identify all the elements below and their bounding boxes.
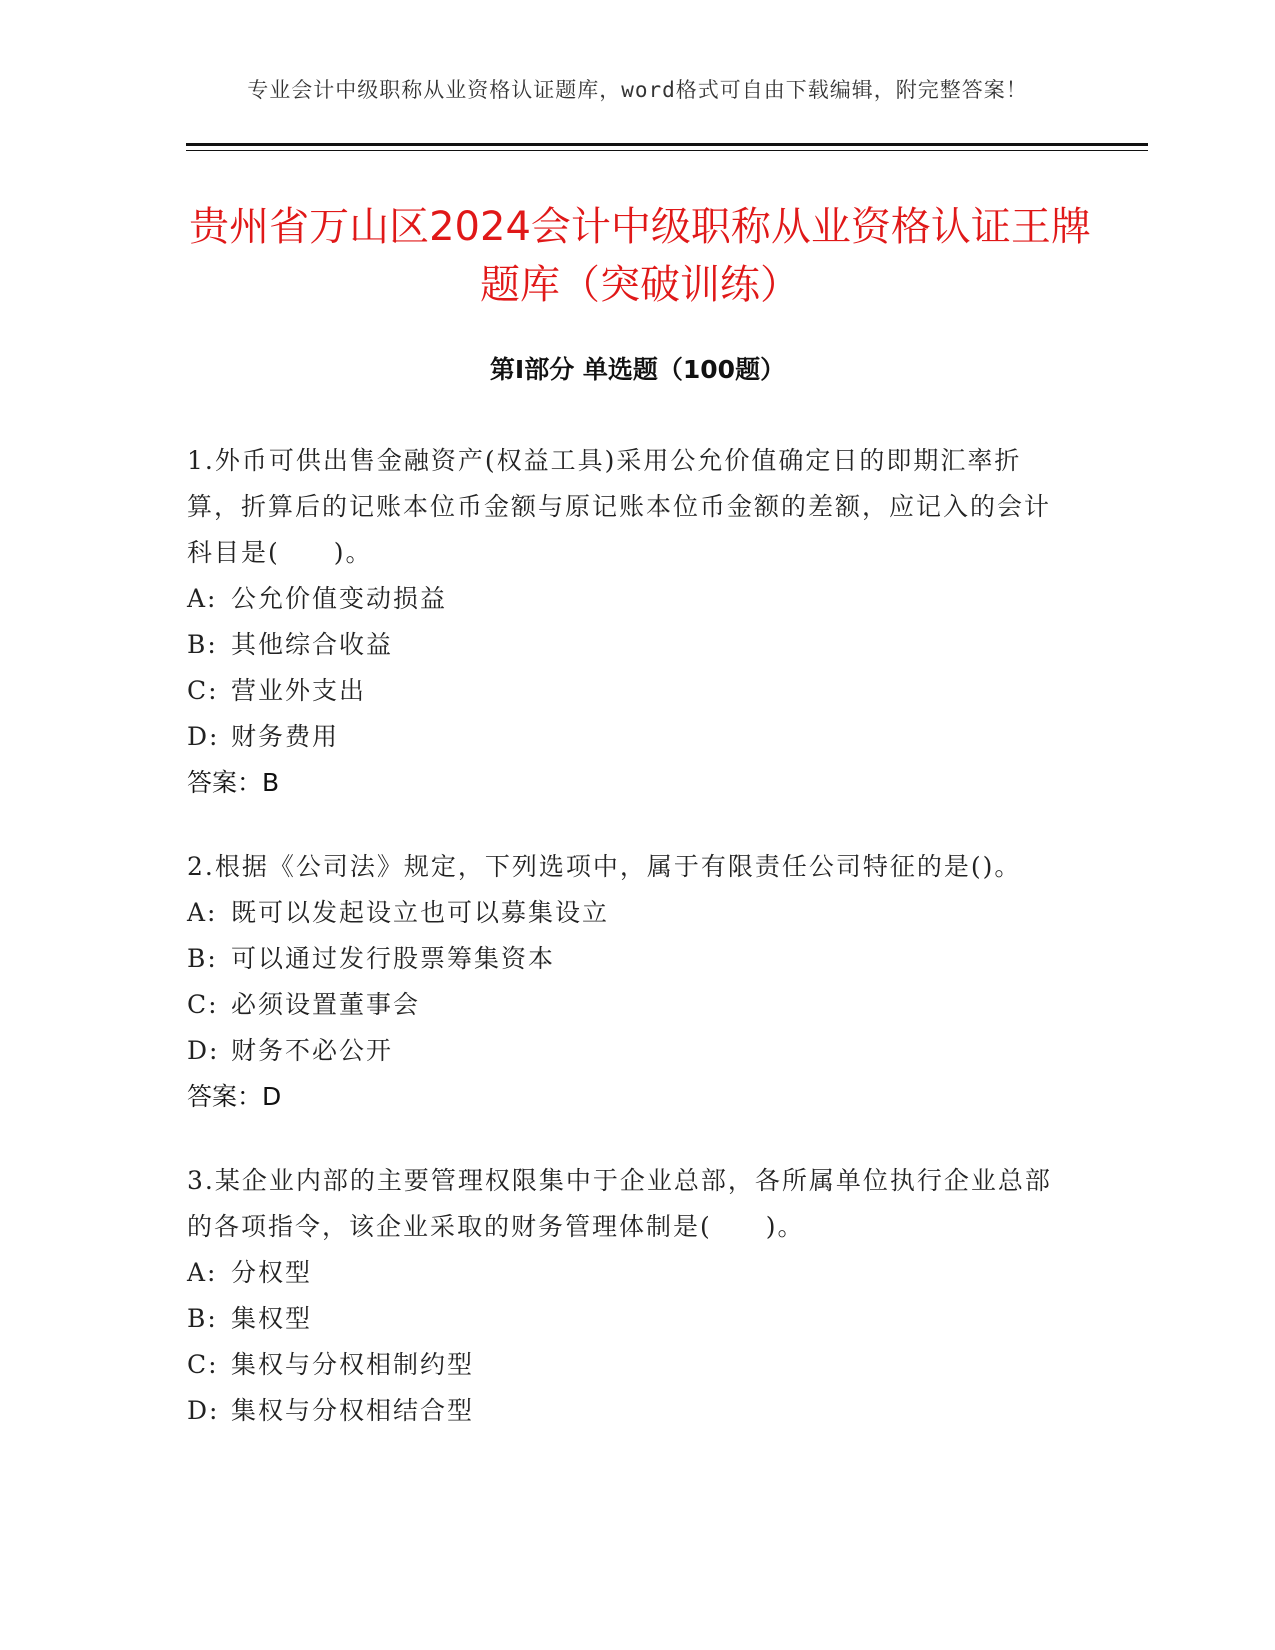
option-key: D: bbox=[187, 722, 220, 751]
option-text: 必须设置董事会 bbox=[231, 990, 421, 1019]
header-divider-thin bbox=[186, 150, 1148, 151]
option-text: 集权型 bbox=[231, 1304, 313, 1333]
option-key: C: bbox=[187, 676, 219, 705]
question-list bbox=[187, 438, 1059, 1472]
option-key: A: bbox=[187, 1258, 218, 1287]
answer-label: 答案：B bbox=[187, 768, 280, 797]
answer-label: 答案：D bbox=[187, 1082, 282, 1111]
question-stem: 1.外币可供出售金融资产(权益工具)采用公允价值确定日的即期汇率折算，折算后的记账本位币金额与原记账本位币金额的差额，应记入的会计科目是( )。 bbox=[187, 446, 1052, 567]
question-stem: 3.某企业内部的主要管理权限集中于企业总部，各所属单位执行企业总部的各项指令，该企业采取的财务管理体制是( )。 bbox=[187, 1166, 1052, 1241]
option-key: C: bbox=[187, 1350, 219, 1379]
option-b bbox=[187, 1296, 1059, 1342]
header-divider-thick bbox=[186, 143, 1148, 146]
option-key: B: bbox=[187, 1304, 218, 1333]
option-text: 既可以发起设立也可以募集设立 bbox=[231, 898, 610, 927]
option-b bbox=[187, 622, 1059, 668]
question-1 bbox=[187, 438, 1059, 806]
option-text: 公允价值变动损益 bbox=[231, 584, 448, 613]
option-key: A: bbox=[187, 584, 218, 613]
option-text: 财务费用 bbox=[231, 722, 340, 751]
document-title: 贵州省万山区2024会计中级职称从业资格认证王牌题库（突破训练） bbox=[189, 204, 1091, 308]
question-3 bbox=[187, 1158, 1059, 1434]
option-text: 其他综合收益 bbox=[231, 630, 394, 659]
option-key: D: bbox=[187, 1396, 220, 1425]
question-stem: 2.根据《公司法》规定，下列选项中，属于有限责任公司特征的是()。 bbox=[187, 852, 1022, 881]
option-key: C: bbox=[187, 990, 219, 1019]
option-d bbox=[187, 714, 1059, 760]
option-key: B: bbox=[187, 944, 218, 973]
option-a bbox=[187, 1250, 1059, 1296]
option-text: 可以通过发行股票筹集资本 bbox=[231, 944, 556, 973]
option-b bbox=[187, 936, 1059, 982]
option-c bbox=[187, 982, 1059, 1028]
header-note: 专业会计中级职称从业资格认证题库，word格式可自由下载编辑，附完整答案！ bbox=[247, 78, 1028, 102]
question-2 bbox=[187, 844, 1059, 1120]
option-key: B: bbox=[187, 630, 218, 659]
option-c bbox=[187, 668, 1059, 714]
section-title: 第Ⅰ部分 单选题（100题） bbox=[489, 355, 786, 384]
option-d bbox=[187, 1028, 1059, 1074]
option-a bbox=[187, 890, 1059, 936]
option-key: A: bbox=[187, 898, 218, 927]
option-text: 集权与分权相结合型 bbox=[231, 1396, 475, 1425]
option-key: D: bbox=[187, 1036, 220, 1065]
option-d bbox=[187, 1388, 1059, 1434]
option-text: 集权与分权相制约型 bbox=[231, 1350, 475, 1379]
option-a bbox=[187, 576, 1059, 622]
option-c bbox=[187, 1342, 1059, 1388]
option-text: 营业外支出 bbox=[231, 676, 367, 705]
option-text: 分权型 bbox=[231, 1258, 313, 1287]
option-text: 财务不必公开 bbox=[231, 1036, 394, 1065]
